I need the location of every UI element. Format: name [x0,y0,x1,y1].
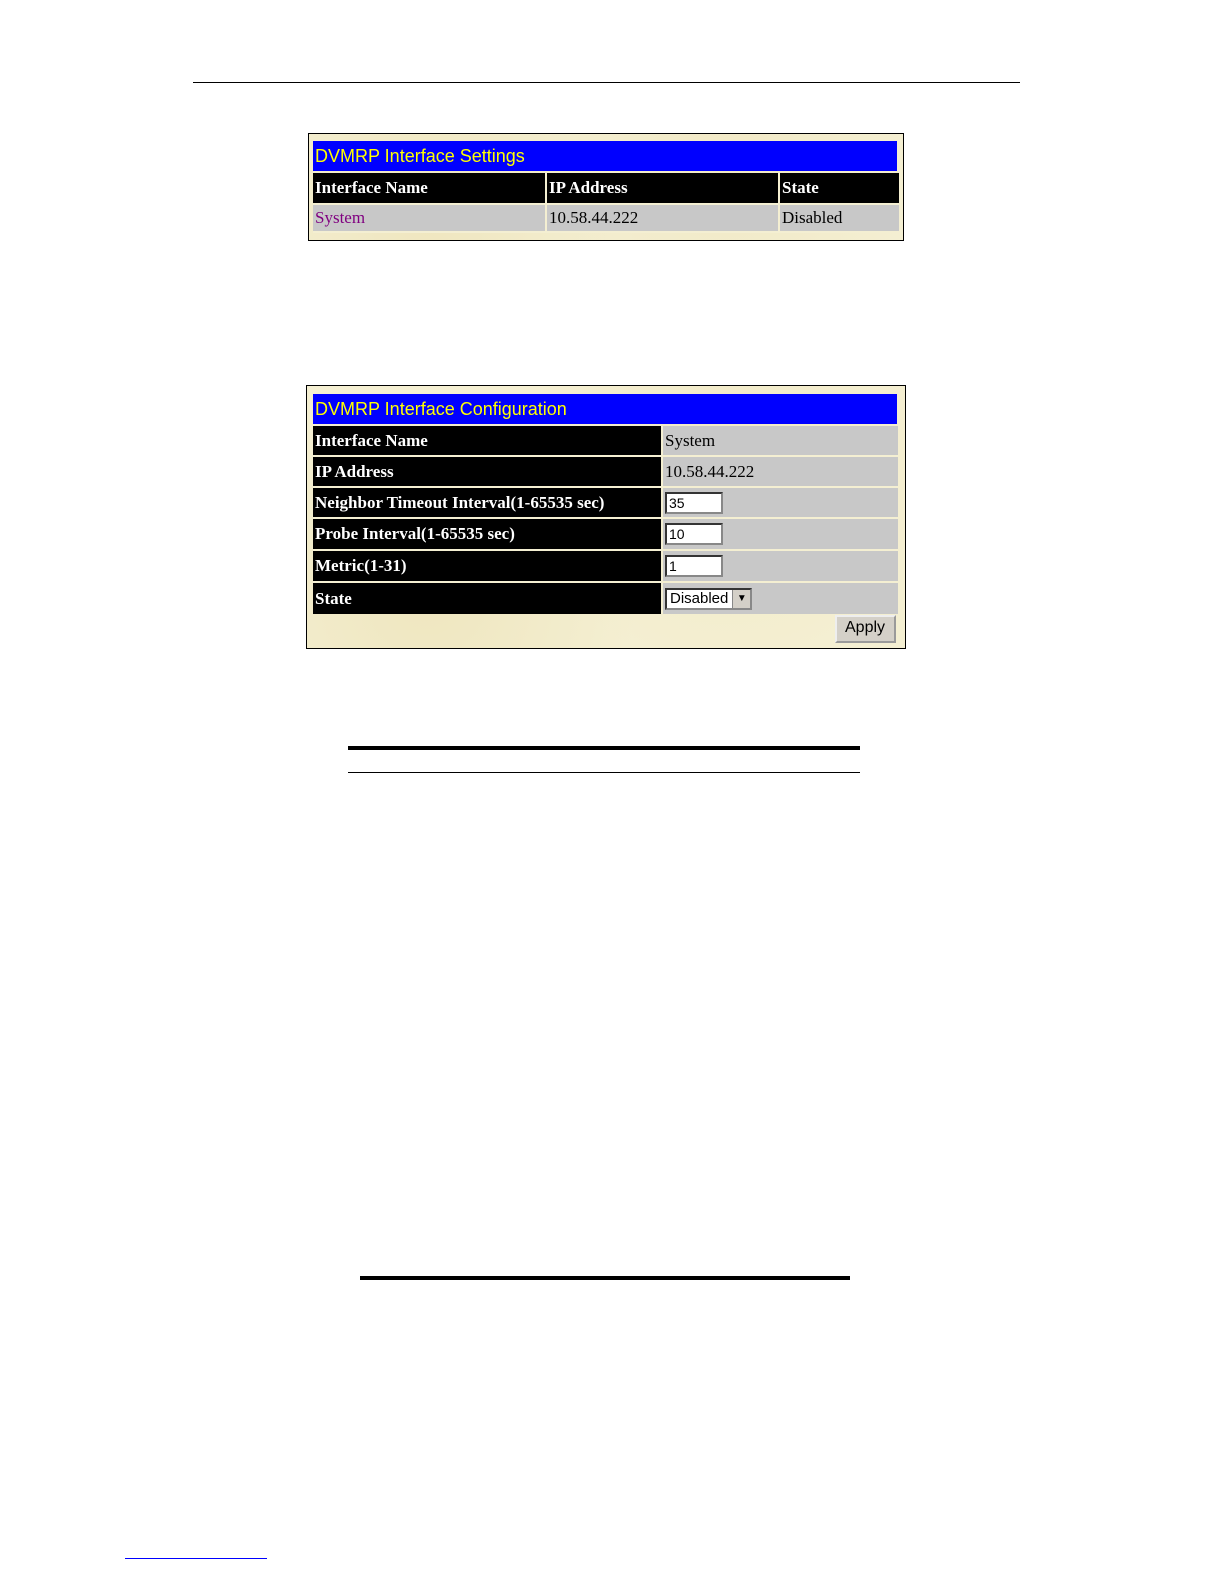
metric-cell [663,551,898,583]
column-header-state: State [780,173,899,205]
neighbor-timeout-cell [663,488,898,519]
chevron-down-icon[interactable]: ▼ [732,590,750,608]
neighbor-timeout-input[interactable] [665,492,723,514]
label-metric: Metric(1-31) [313,551,663,583]
state-select-value: Disabled [670,589,729,607]
config-table [313,426,898,614]
probe-interval-input[interactable] [665,523,723,545]
settings-table [313,173,899,233]
label-ip-address: IP Address [313,457,663,488]
state-select[interactable] [665,588,752,610]
table-row [313,205,899,233]
dvmrp-settings-panel [308,133,904,241]
value-ip-address: 10.58.44.222 [663,457,898,488]
apply-button[interactable]: Apply [835,615,896,643]
settings-title: DVMRP Interface Settings [313,141,897,171]
table-top-rule [348,746,860,750]
table-bottom-rule [360,1276,850,1280]
state-cell: Disabled [780,205,899,233]
page-header-rule [193,82,1020,83]
label-neighbor-timeout: Neighbor Timeout Interval(1-65535 sec) [313,488,663,519]
interface-link-system[interactable]: System [313,205,547,233]
ip-address-cell: 10.58.44.222 [547,205,780,233]
value-interface-name: System [663,426,898,457]
probe-interval-cell [663,519,898,551]
metric-input[interactable] [665,555,723,577]
label-interface-name: Interface Name [313,426,663,457]
column-header-ip-address: IP Address [547,173,780,205]
column-header-interface-name: Interface Name [313,173,547,205]
dvmrp-config-panel [306,385,906,649]
table-header-rule [348,772,860,773]
footer-rule [125,1558,267,1559]
label-probe-interval: Probe Interval(1-65535 sec) [313,519,663,551]
state-select-cell [663,583,898,614]
config-title: DVMRP Interface Configuration [313,394,897,424]
label-state: State [313,583,663,614]
